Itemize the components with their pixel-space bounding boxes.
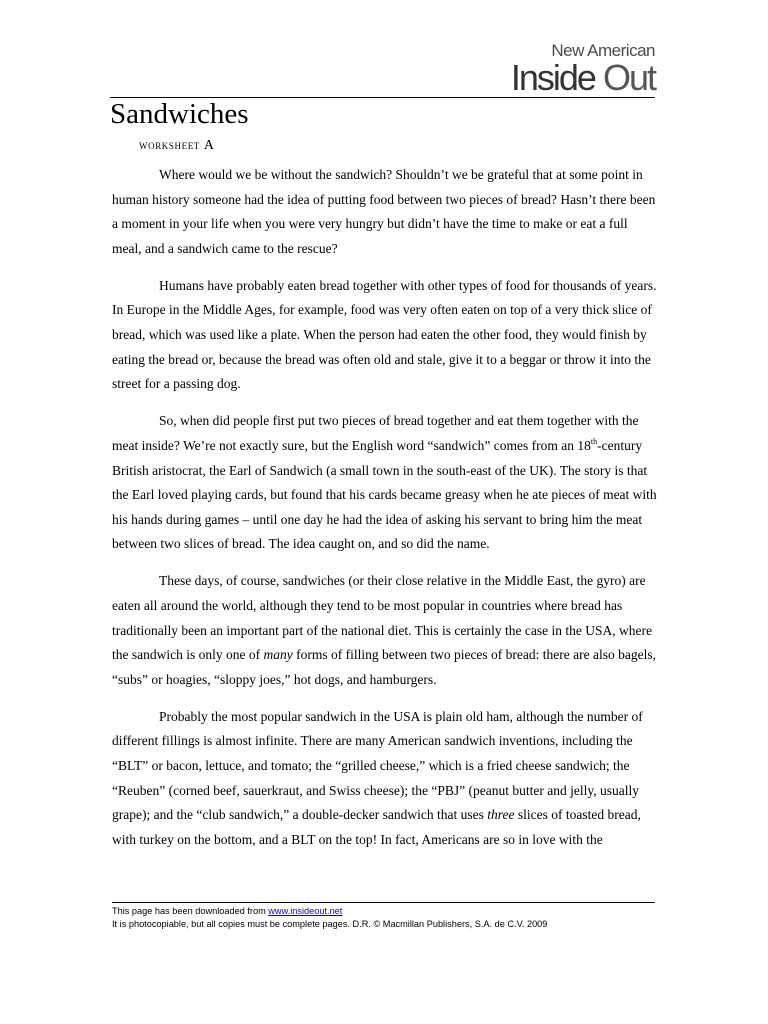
footer-line-2: It is photocopiable, but all copies must be complete pages. D.R. © Macmillan Publishers, S.A. de C.V. 2009 (112, 918, 548, 929)
paragraph-5-part-2: slices of toasted bread, with turkey on the bottom, and a BLT on the top! In fact, Americans are so in love with the (112, 807, 641, 847)
paragraph-3-part-1: So, when did people first put two pieces of bread together and eat them together with the meat inside? We’re not exactly sure, but the English word “sandwich” comes from an 18 (112, 413, 639, 453)
article-body (112, 163, 658, 865)
footer-download-text: This page has been downloaded from (112, 906, 269, 916)
brand-logo (511, 42, 655, 96)
page-footer (112, 905, 547, 930)
worksheet-word: WORKSHEET (139, 141, 200, 151)
paragraph-5-part-1: Probably the most popular sandwich in the USA is plain old ham, although the number of different fillings is almost infinite. There are many American sandwich inventions, including the “BLT” or bacon, lettuce, and tomato; the “grilled cheese,” which is a fried cheese sandwich; the “Reuben” (corned beef, sauerkraut, and Swiss cheese); the “PBJ” (peanut butter and jelly, usually grape); and the “club sandwich,” a double-decker sandwich that uses (112, 708, 643, 823)
emphasis-many: many (263, 647, 293, 663)
paragraph-4-part-2: forms of filling between two pieces of bread: there are also bagels, “subs” or hoagies, “sloppy joes,” hot dogs, and hamburgers. (112, 647, 656, 687)
paragraph-2: Humans have probably eaten bread together with other types of food for thousands of years. In Europe in the Middle Ages, for example, food was very often eaten on top of a very thick slice of bread, which was used like a plate. When the person had eaten the other food, they would finish by eating the bread or, because the bread was often old and stale, give it to a beggar or throw it into the street for a passing dog. (112, 277, 657, 392)
emphasis-three: three (487, 807, 515, 823)
paragraph-5 (112, 705, 658, 853)
paragraph-4 (112, 569, 658, 692)
ordinal-superscript: th (590, 436, 598, 446)
worksheet-letter: A (203, 138, 215, 153)
insideout-link[interactable]: www.insideout.net (268, 906, 343, 916)
paragraph-1: Where would we be without the sandwich? Shouldn’t we be grateful that at some point in human history someone had the idea of putting food between two pieces of bread? Hasn’t there been a moment in your life when you were very hungry but didn’t have the time to make or eat a full meal, and a sandwich came to the rescue? (112, 167, 656, 256)
worksheet-label (139, 136, 214, 154)
brand-out: Out (602, 57, 655, 98)
paragraph-3-part-2: -century British aristocrat, the Earl of Sandwich (a small town in the south-east of the UK). The story is that the Earl loved playing cards, but found that his cards became greasy when he ate pieces of meat with his hands during games – until one day he had the idea of asking his servant to bring him the meat between two slices of bread. The idea caught on, and so did the name. (112, 437, 657, 552)
brand-inside: Inside (510, 57, 603, 98)
footer-line-1 (112, 905, 547, 918)
paragraph-3 (112, 409, 658, 557)
brand-line-2 (510, 57, 655, 98)
footer-rule (112, 902, 655, 903)
brand-line-1: New American (551, 41, 655, 60)
page-title: Sandwiches (110, 98, 249, 130)
paragraph-4-part-1: These days, of course, sandwiches (or their close relative in the Middle East, the gyro) are eaten all around the world, although they tend to be most popular in countries where bread has traditionally been an important part of the national diet. This is certainly the case in the USA, where the sandwich is only one of (112, 573, 652, 663)
